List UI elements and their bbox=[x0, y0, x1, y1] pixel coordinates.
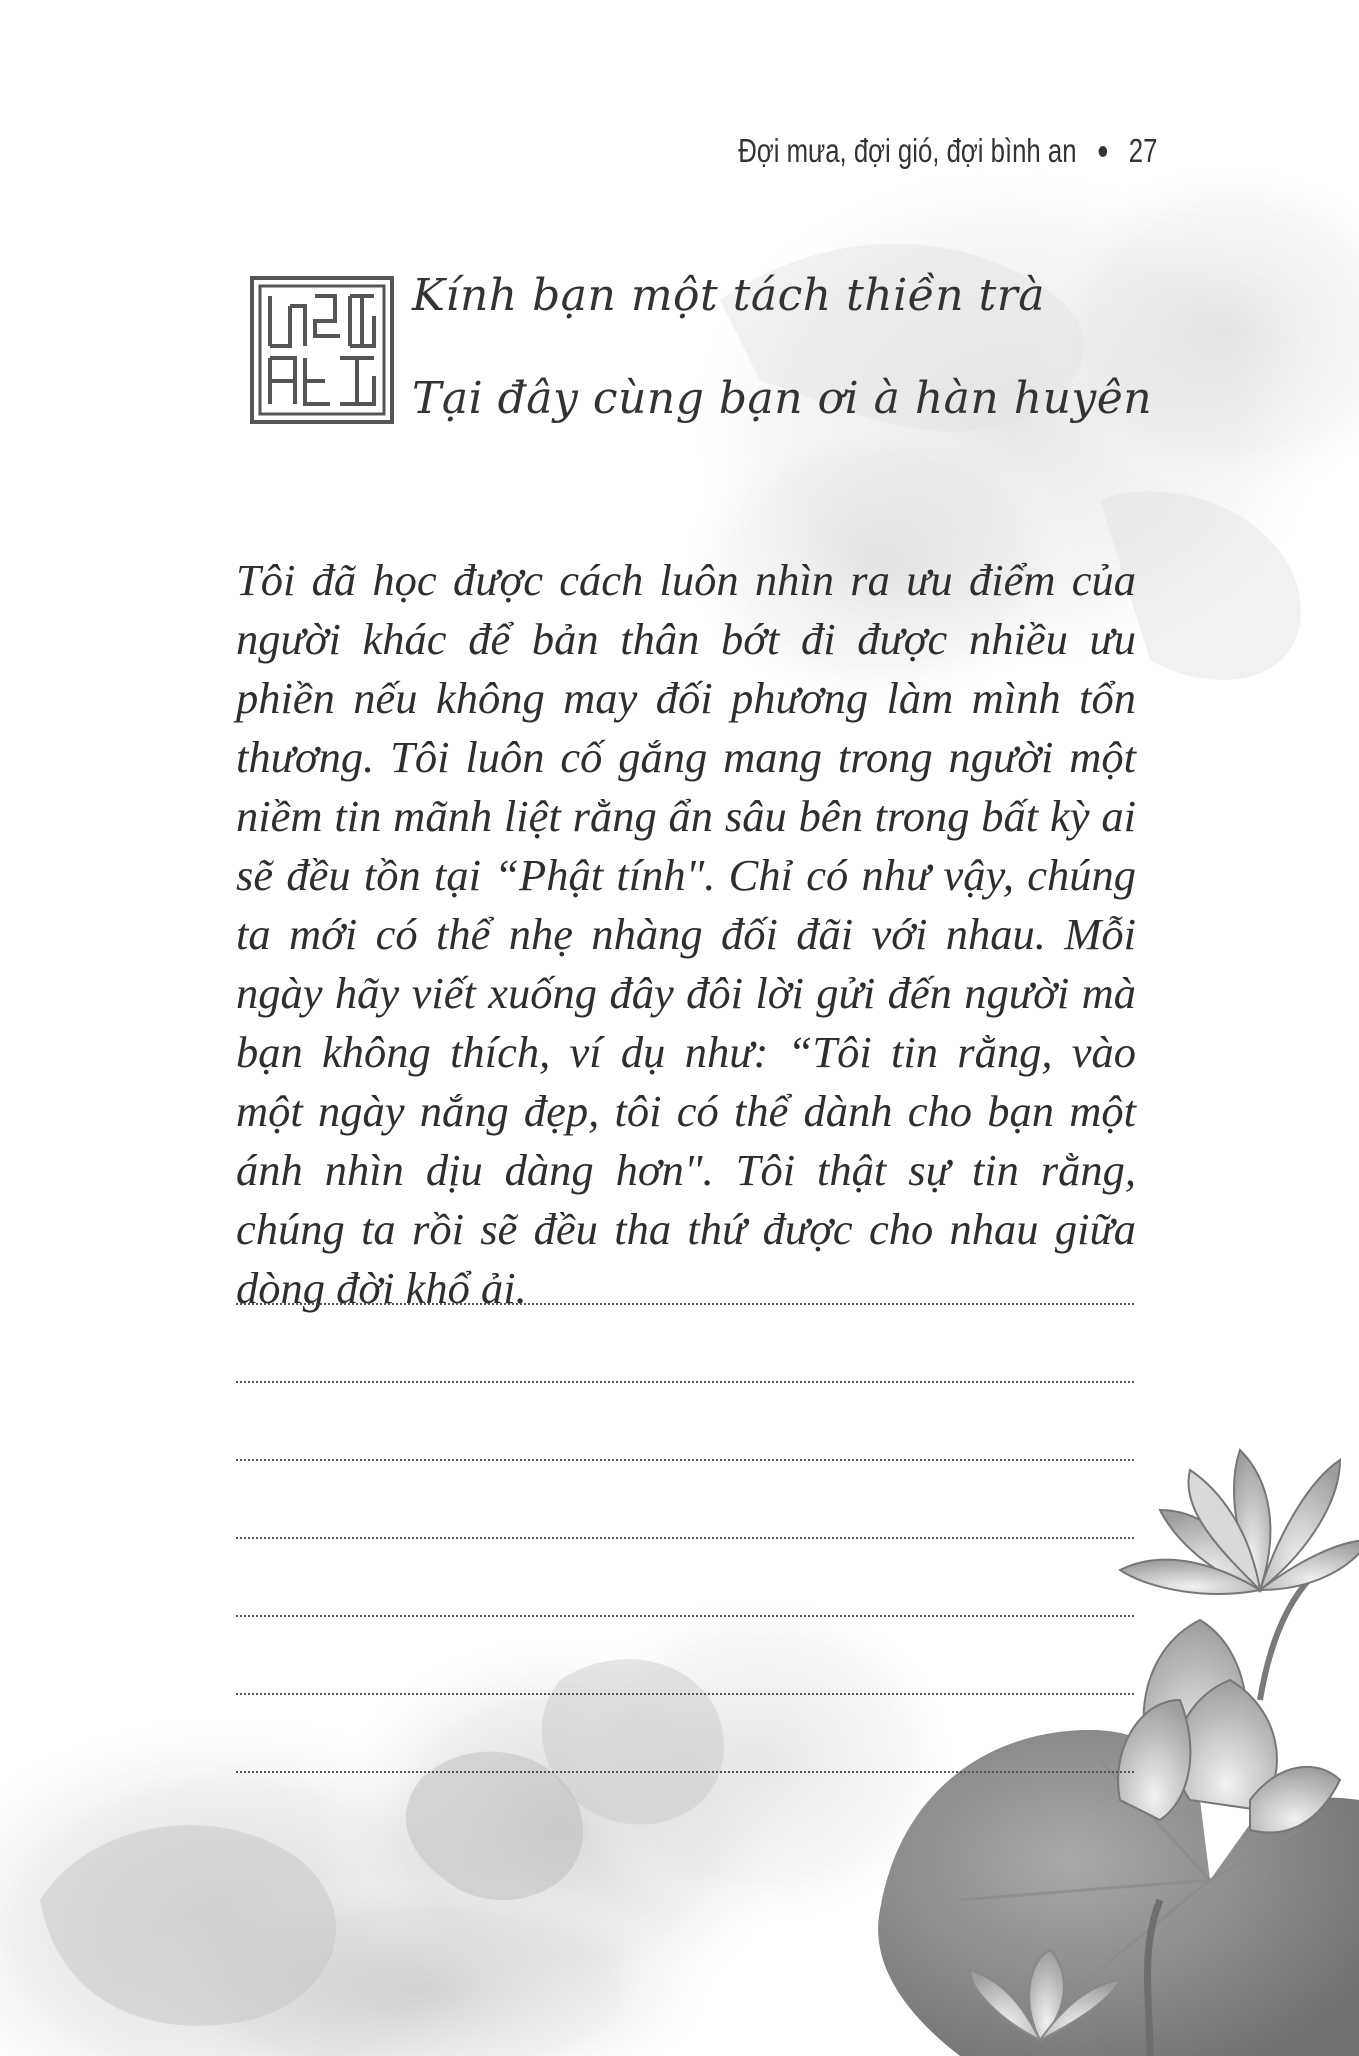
lotus-flower-icon bbox=[1120, 1450, 1359, 1594]
writing-line[interactable] bbox=[236, 1381, 1134, 1383]
writing-line[interactable] bbox=[236, 1693, 1134, 1695]
verse bbox=[412, 270, 1152, 424]
running-title: Đợi mưa, đợi gió, đợi bình an bbox=[737, 132, 1077, 169]
page-number: 27 bbox=[1128, 132, 1157, 169]
writing-line[interactable] bbox=[236, 1615, 1134, 1617]
writing-line[interactable] bbox=[236, 1771, 1134, 1773]
writing-line[interactable] bbox=[236, 1537, 1134, 1539]
lotus-flower-icon bbox=[1118, 1620, 1340, 1833]
bullet-icon bbox=[1098, 146, 1107, 157]
writing-area[interactable] bbox=[236, 1303, 1134, 1849]
writing-line[interactable] bbox=[236, 1459, 1134, 1461]
running-header bbox=[738, 132, 1157, 170]
verse-line: Kính bạn một tách thiền trà bbox=[412, 270, 1046, 321]
verse-line: Tại đây cùng bạn ơi à hàn huyên bbox=[412, 373, 1153, 424]
square-seal-stamp-icon bbox=[250, 276, 394, 424]
writing-line[interactable] bbox=[236, 1303, 1134, 1305]
body-paragraph: Tôi đã học được cách luôn nhìn ra ưu điểm của người khác để bản thân bớt đi được nhiều ưu phiền nếu không may đối phương làm mình tổn thương. Tôi luôn cố gắng mang trong người một niềm tin mãnh liệt rằng ẩn sâu bên trong bất kỳ ai sẽ đều tồn tại “Phật tính". Chỉ có như vậy, chúng ta mới có thể nhẹ nhàng đối đãi với nhau. Mỗi ngày hãy viết xuống đây đôi lời gửi đến người mà bạn không thích, ví dụ như: “Tôi tin rằng, vào một ngày nắng đẹp, tôi có thể dành cho bạn một ánh nhìn dịu dàng hơn". Tôi thật sự tin rằng, chúng ta rồi sẽ đều tha thứ được cho nhau giữa dòng đời khổ ải. bbox=[236, 554, 1136, 1313]
